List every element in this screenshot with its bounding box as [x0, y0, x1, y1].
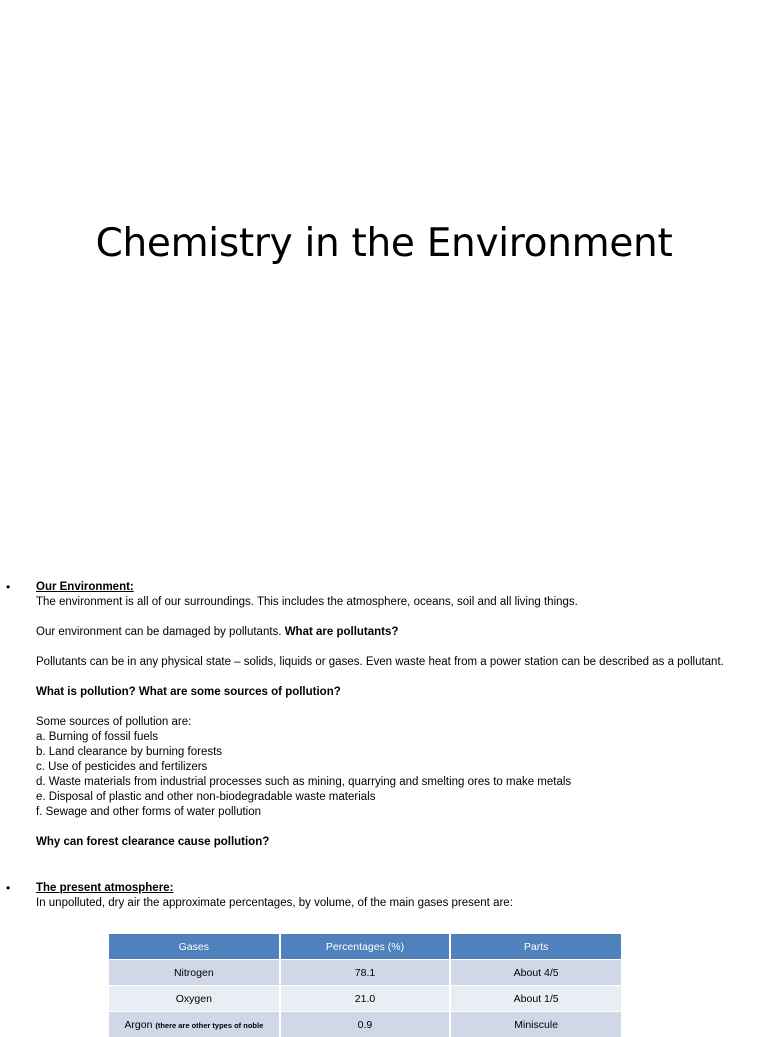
gas-cell [109, 1012, 280, 1037]
gas-cell: Nitrogen [109, 960, 280, 986]
parts-cell: Miniscule [450, 1012, 621, 1037]
list-item: f. Sewage and other forms of water pollution [36, 805, 768, 820]
damage-text: Our environment can be damaged by pollutants. [36, 626, 285, 638]
percent-cell: 21.0 [280, 986, 451, 1012]
table-header-row [109, 934, 621, 960]
pollutants-question: What are pollutants? [285, 626, 399, 638]
section-present-atmosphere [0, 881, 768, 911]
page-title: Chemistry in the Environment [0, 218, 768, 270]
pollutants-paragraph [36, 625, 768, 640]
column-header-percentages: Percentages (%) [280, 934, 451, 960]
environment-intro: The environment is all of our surroundings. This includes the atmosphere, oceans, soil and all living things. [36, 595, 768, 610]
bullet-icon: • [6, 881, 10, 896]
table-row [109, 960, 621, 986]
atmosphere-intro: In unpolluted, dry air the approximate percentages, by volume, of the main gases present are: [36, 896, 768, 911]
parts-cell: About 1/5 [450, 986, 621, 1012]
percent-cell: 0.9 [280, 1012, 451, 1037]
pollutants-state-text: Pollutants can be in any physical state – solids, liquids or gases. Even waste heat from a power station can be described as a pollutant. [36, 655, 768, 670]
column-header-gases: Gases [109, 934, 280, 960]
sources-intro: Some sources of pollution are: [36, 715, 768, 730]
bullet-icon: • [6, 580, 10, 595]
percent-cell: 78.1 [280, 960, 451, 986]
forest-question: Why can forest clearance cause pollution? [36, 835, 768, 850]
gas-cell: Oxygen [109, 986, 280, 1012]
table-row [109, 1012, 621, 1037]
gases-table [109, 934, 621, 1037]
section-our-environment [0, 580, 768, 850]
list-item: a. Burning of fossil fuels [36, 730, 768, 745]
list-item: e. Disposal of plastic and other non-biodegradable waste materials [36, 790, 768, 805]
section-heading: Our Environment: [36, 580, 768, 595]
gas-name: Argon [124, 1019, 155, 1031]
pollution-question: What is pollution? What are some sources of pollution? [36, 685, 768, 700]
column-header-parts: Parts [450, 934, 621, 960]
document-body [0, 580, 768, 911]
list-item: c. Use of pesticides and fertilizers [36, 760, 768, 775]
list-item: d. Waste materials from industrial processes such as mining, quarrying and smelting ores to make metals [36, 775, 768, 790]
list-item: b. Land clearance by burning forests [36, 745, 768, 760]
section-heading: The present atmosphere: [36, 881, 768, 896]
table-row [109, 986, 621, 1012]
gas-note: (there are other types of noble [155, 1021, 263, 1030]
parts-cell: About 4/5 [450, 960, 621, 986]
